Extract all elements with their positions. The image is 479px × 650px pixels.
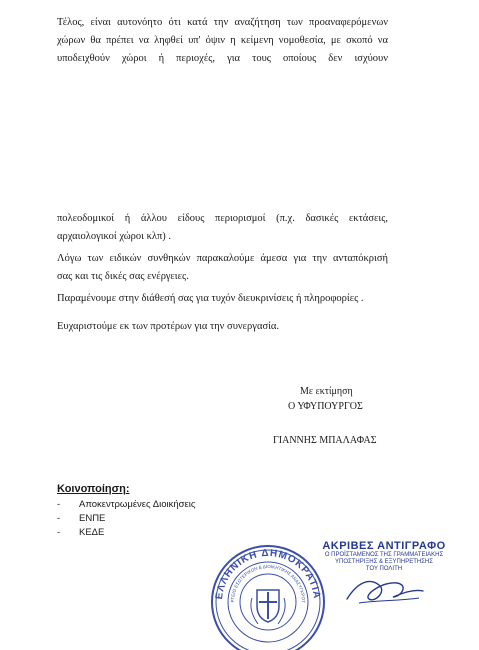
paragraph-line: χώρων θα πρέπει να ληφθεί υπ' όψιν η κείμενη νομοθεσία, με σκοπό να (57, 35, 388, 46)
cc-title: Κοινοποίηση (57, 483, 126, 495)
handwritten-signature-icon (339, 573, 429, 609)
paragraph-line: πολεοδομικοί ή άλλου είδους περιορισμοί (π.χ. δασικές εκτάσεις, (57, 213, 388, 224)
paragraph-restrictions (57, 210, 388, 246)
paragraph-line: Παραμένουμε στην διάθεσή σας για τυχόν διευκρινίσεις ή πληροφορίες . (57, 293, 364, 304)
copy-stamp-title: ΑΚΡΙΒΕΣ ΑΝΤΙΓΡΑΦΟ (322, 540, 446, 552)
cc-title-colon: : (125, 483, 130, 495)
seal-inner-text: ΡΓΕΙΟ ΕΣΩΤΕΡΙΚΩΝ & ΔΙΟΙΚΗΤΙΚΗΣ ΑΝΑΣΥΓΚΡΟΤ (229, 563, 307, 603)
paragraph-line: υποδειχθούν χώροι ή περιοχές, για τους οποίους δεν ισχύουν (57, 53, 388, 64)
seal-outer-text: ΕΛΛΗΝΙΚΗ ΔΗΜΟΚΡΑΤΙΑ (213, 547, 323, 601)
paragraph-intro (57, 14, 388, 68)
paragraph-request (57, 250, 388, 286)
coat-of-arms-icon (251, 590, 285, 624)
cc-heading (57, 483, 130, 495)
official-seal-icon (208, 540, 328, 650)
copy-stamp-line: Ο ΠΡΟΪΣΤΑΜΕΝΟΣ ΤΗΣ ΓΡΑΜΜΑΤΕΙΑΚΗΣ (324, 552, 444, 558)
cc-item: Αποκεντρωμένες Διοικήσεις (79, 499, 196, 510)
signature-closing: Με εκτίμηση (300, 386, 353, 397)
list-item: - ΕΝΠΕ (57, 513, 106, 524)
paragraph-line: Λόγω των ειδικών συνθηκών παρακαλούμε άμεσα για την ανταπόκρισή (57, 253, 388, 264)
list-item: - ΚΕΔΕ (57, 527, 105, 538)
cc-list (57, 498, 195, 540)
paragraph-line: σας και τις δικές σας ενέργειες. (57, 271, 189, 282)
cc-item: ΕΝΠΕ (79, 513, 106, 524)
paragraph-line: Ευχαριστούμε εκ των προτέρων για την συνεργασία. (57, 321, 280, 332)
cc-item: ΚΕΔΕ (79, 527, 105, 538)
signature-title: Ο ΥΦΥΠΟΥΡΓΟΣ (288, 401, 363, 412)
copy-stamp-line: ΤΟΥ ΠΟΛΙΤΗ (365, 566, 403, 572)
copy-stamp-line: ΥΠΟΣΤΗΡΙΞΗΣ & ΕΞΥΠΗΡΕΤΗΣΗΣ (335, 559, 433, 565)
paragraph-thanks (57, 318, 388, 336)
paragraph-line: Τέλος, είναι αυτονόητο ότι κατά την αναζήτηση των προαναφερόμενων (57, 17, 388, 28)
list-item: - Αποκεντρωμένες Διοικήσεις (57, 499, 196, 510)
certified-copy-stamp (319, 540, 449, 612)
paragraph-availability (57, 290, 388, 308)
paragraph-line: αρχαιολογικοί χώροι κλπ) . (57, 231, 172, 242)
signature-name: ΓΙΑΝΝΗΣ ΜΠΑΛΑΦΑΣ (273, 435, 377, 446)
